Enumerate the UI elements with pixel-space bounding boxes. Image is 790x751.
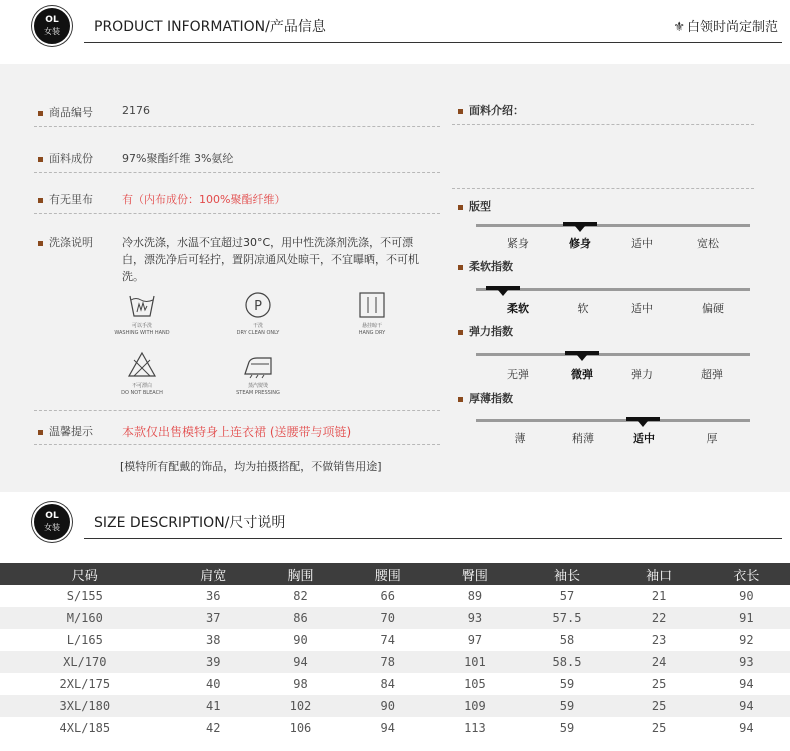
table-cell: 105	[464, 677, 486, 691]
table-cell: 2XL/175	[59, 677, 111, 691]
table-cell: 106	[289, 721, 312, 735]
steam-iron-icon: 蒸汽熨烫 STEAM PRESSING	[228, 350, 288, 397]
table-cell: 25	[651, 721, 667, 735]
table-cell: 82	[293, 589, 308, 603]
scale-option: 适中	[631, 302, 653, 315]
table-cell: 90	[344, 695, 431, 717]
table-row	[0, 673, 790, 695]
table-cell: 22	[615, 607, 702, 629]
divider	[34, 172, 440, 173]
table-cell: 89	[467, 589, 483, 603]
bullet-icon	[38, 430, 43, 435]
table-cell: 36	[206, 589, 221, 603]
table-cell: 94	[257, 651, 344, 673]
table-cell: 93	[431, 607, 518, 629]
table-cell: 86	[257, 607, 344, 629]
scale-title-thickness: 厚薄指数	[458, 390, 513, 406]
scale-option: 弹力	[631, 368, 653, 381]
scale-bar-fit	[476, 224, 750, 227]
bullet-icon	[458, 397, 463, 402]
table-cell: 41	[170, 695, 257, 717]
table-cell: 25	[651, 677, 667, 691]
code-value: 2176	[122, 104, 150, 117]
hand-wash-icon: 可以手洗 WASHING WITH HAND	[112, 290, 172, 337]
table-cell: 37	[170, 607, 257, 629]
table-cell: 24	[615, 651, 702, 673]
table-cell: 94	[739, 721, 754, 735]
scale-option: 薄	[514, 432, 526, 445]
column-header: 衣长	[703, 563, 790, 585]
table-cell: 70	[344, 607, 431, 629]
table-row	[0, 607, 790, 629]
table-cell: 21	[651, 589, 667, 603]
table-cell: 101	[431, 651, 518, 673]
fabric-value: 97%聚酯纤维 3%氨纶	[122, 152, 234, 165]
product-info-header	[0, 6, 790, 46]
scale-option: 适中	[631, 237, 653, 250]
table-cell: 113	[464, 721, 486, 735]
hang-dry-icon: 悬挂晾干 HANG DRY	[342, 290, 402, 337]
scale-option: 偏硬	[702, 302, 724, 315]
table-cell: L/165	[66, 633, 103, 647]
table-cell: 58	[559, 633, 575, 647]
table-cell: S/155	[66, 589, 103, 603]
divider	[34, 126, 440, 127]
header-divider	[84, 42, 782, 43]
dry-clean-icon: P 干洗 DRY CLEAN ONLY	[228, 290, 288, 337]
table-cell: 3XL/180	[0, 695, 170, 717]
wash-instructions: 冷水洗涤，水温不宜超过30°C，用中性洗涤剂洗涤，不可漂白，漂洗净后可轻拧，置阴凉通风处晾干，不宜曝晒，不可机洗。	[122, 236, 419, 283]
scale-option-selected: 适中	[633, 432, 655, 445]
table-cell: 57	[559, 589, 575, 603]
bullet-icon	[458, 205, 463, 210]
scale-title-softness: 柔软指数	[458, 258, 513, 274]
divider	[452, 188, 754, 189]
size-table	[0, 563, 790, 739]
table-cell: 58.5	[519, 651, 616, 673]
table-cell: 59	[519, 695, 616, 717]
table-cell: 97	[467, 633, 483, 647]
size-description-header	[0, 502, 790, 542]
section-title-product: PRODUCT INFORMATION/产品信息	[94, 19, 326, 35]
info-row-lining: 有无里布 有（内布成份：100%聚酯纤维）	[38, 191, 121, 207]
table-cell: 38	[206, 633, 221, 647]
scale-option: 软	[577, 302, 589, 315]
column-header: 尺码	[0, 563, 170, 585]
table-cell: 78	[344, 651, 431, 673]
table-header-row	[0, 563, 790, 585]
bullet-icon	[38, 111, 43, 116]
scale-option-selected: 柔软	[507, 302, 529, 315]
bullet-icon	[458, 109, 463, 114]
table-cell: 59	[559, 721, 575, 735]
ol-badge: OL 女装	[32, 502, 72, 542]
table-cell: 23	[651, 633, 667, 647]
accessory-note: [模特所有配戴的饰品，均为拍摄搭配，不做销售用途]	[120, 460, 382, 473]
scale-marker-fit	[563, 222, 597, 226]
lining-value: 有（内布成份：100%聚酯纤维）	[122, 193, 286, 206]
table-cell: 84	[380, 677, 395, 691]
table-cell: 57.5	[519, 607, 616, 629]
table-cell: 94	[739, 677, 754, 691]
section-title-size: SIZE DESCRIPTION/尺寸说明	[94, 515, 286, 531]
table-row	[0, 629, 790, 651]
table-cell: M/160	[0, 607, 170, 629]
divider	[34, 444, 440, 445]
scale-option: 厚	[706, 432, 718, 445]
bullet-icon	[38, 198, 43, 203]
table-cell: XL/170	[0, 651, 170, 673]
table-cell: 94	[380, 721, 395, 735]
table-row	[0, 651, 790, 673]
column-header: 肩宽	[170, 563, 257, 585]
table-row	[0, 585, 790, 607]
ol-badge: OL 女装	[32, 6, 72, 46]
table-cell: 90	[293, 633, 308, 647]
divider	[34, 213, 440, 214]
scale-option: 稍薄	[572, 432, 594, 445]
fabric-intro-label: 面料介绍：	[458, 102, 524, 118]
table-cell: 4XL/185	[59, 721, 111, 735]
info-row-fabric: 面料成份 97%聚酯纤维 3%氨纶	[38, 150, 121, 166]
scale-option-selected: 微弹	[571, 368, 593, 381]
fleur-de-lis-icon: ⚜	[673, 20, 685, 35]
svg-text:P: P	[254, 299, 262, 314]
scale-marker-elasticity	[565, 351, 599, 355]
column-header: 袖长	[519, 563, 616, 585]
divider	[452, 124, 754, 125]
table-cell: 94	[703, 695, 790, 717]
table-cell: 102	[257, 695, 344, 717]
scale-option: 超弹	[701, 368, 723, 381]
column-header: 胸围	[257, 563, 344, 585]
table-cell: 109	[431, 695, 518, 717]
scale-bar-elasticity	[476, 353, 750, 356]
info-row-code: 商品编号 2176	[38, 104, 121, 120]
table-row	[0, 695, 790, 717]
column-header: 臀围	[431, 563, 518, 585]
table-row	[0, 717, 790, 739]
bullet-icon	[458, 330, 463, 335]
scale-option-selected: 修身	[569, 237, 591, 250]
table-cell: 25	[615, 695, 702, 717]
tip-value: 本款仅出售模特身上连衣裙 (送腰带与项链)	[122, 425, 352, 439]
scale-option: 紧身	[507, 237, 529, 250]
table-cell: 91	[703, 607, 790, 629]
table-cell: 66	[380, 589, 395, 603]
table-cell: 98	[293, 677, 308, 691]
bullet-icon	[458, 265, 463, 270]
table-cell: 42	[206, 721, 221, 735]
scale-marker-thickness	[626, 417, 660, 421]
table-cell: 39	[170, 651, 257, 673]
header-divider	[84, 538, 782, 539]
table-cell: 40	[206, 677, 221, 691]
scale-bar-thickness	[476, 419, 750, 422]
brand-slogan: ⚜ 白领时尚定制范	[673, 20, 778, 35]
info-row-tip: 温馨提示 本款仅出售模特身上连衣裙 (送腰带与项链)	[38, 423, 121, 439]
column-header: 腰围	[344, 563, 431, 585]
scale-option: 宽松	[697, 237, 719, 250]
table-cell: 92	[739, 633, 754, 647]
no-bleach-icon: 不可漂白 DO NOT BLEACH	[112, 350, 172, 397]
info-row-wash: 洗涤说明	[38, 234, 121, 250]
column-header: 袖口	[615, 563, 702, 585]
divider	[34, 410, 440, 411]
bullet-icon	[38, 157, 43, 162]
bullet-icon	[38, 241, 43, 246]
scale-option: 无弹	[507, 368, 529, 381]
scale-title-elasticity: 弹力指数	[458, 323, 513, 339]
table-cell: 90	[739, 589, 754, 603]
table-cell: 93	[703, 651, 790, 673]
scale-title-fit: 版型	[458, 198, 491, 214]
table-cell: 59	[559, 677, 575, 691]
table-cell: 74	[380, 633, 395, 647]
scale-marker-softness	[486, 286, 520, 290]
